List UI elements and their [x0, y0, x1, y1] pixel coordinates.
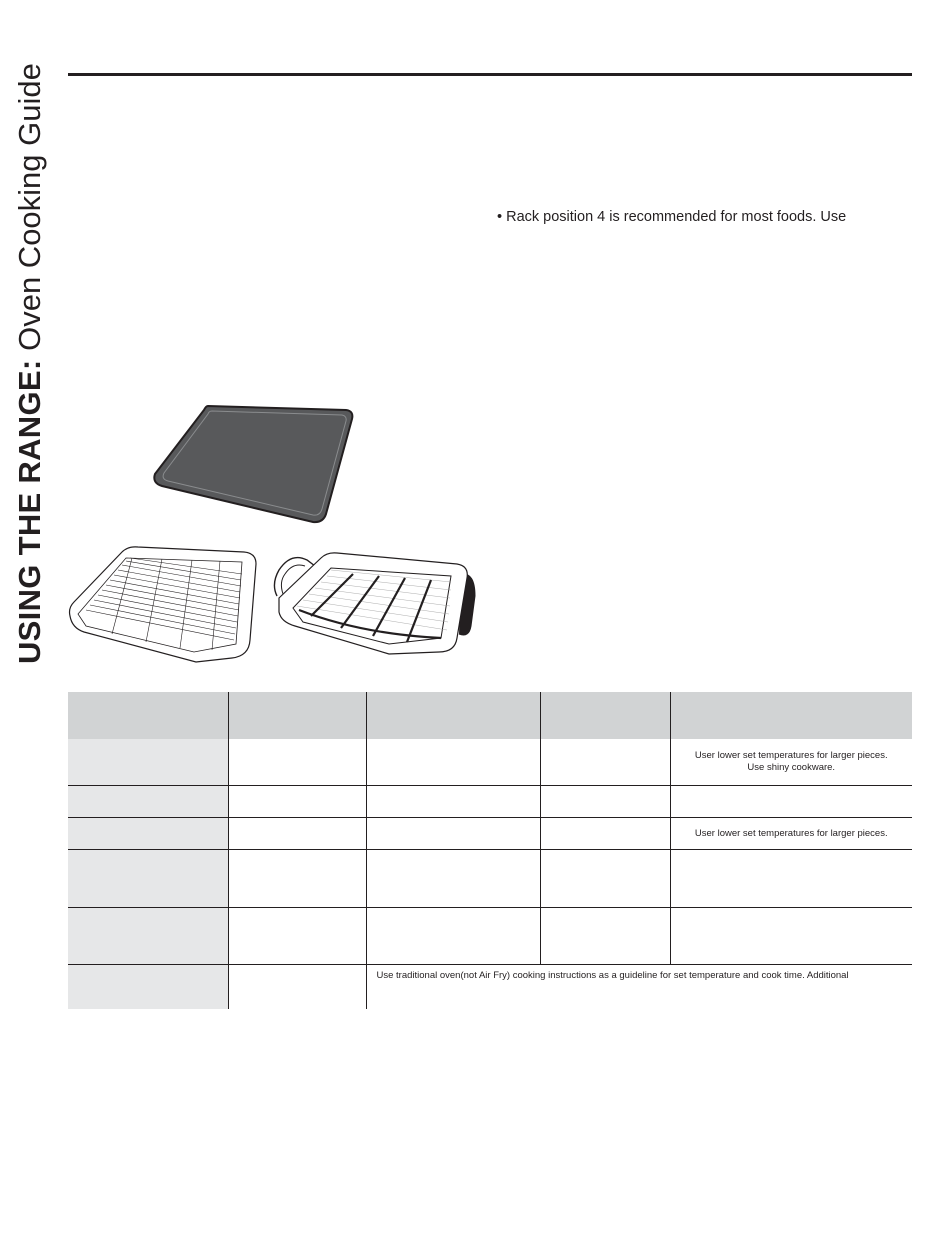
table-cell	[366, 739, 540, 785]
side-title	[14, 63, 45, 664]
table-cell	[366, 817, 540, 849]
table-row	[68, 785, 912, 817]
table-row	[68, 739, 912, 785]
comment-line: Use shiny cookware.	[747, 762, 836, 773]
air-fry-basket-illustration-icon	[271, 546, 479, 658]
side-title-page: Oven Cooking Guide	[12, 63, 47, 360]
comments-cell	[670, 817, 912, 849]
top-rule	[68, 73, 912, 76]
header-cell	[68, 692, 228, 739]
table-cell	[366, 785, 540, 817]
rack-position-note: • Rack position 4 is recommended for most foods. Use	[497, 209, 847, 225]
food-cell	[68, 964, 228, 1009]
table-cell	[366, 907, 540, 964]
table-cell	[540, 849, 670, 907]
comments-cell	[670, 907, 912, 964]
table-row	[68, 817, 912, 849]
table-cell	[540, 785, 670, 817]
cooking-guide-table	[68, 692, 912, 1009]
food-cell	[68, 785, 228, 817]
table-cell	[228, 907, 366, 964]
header-cell	[228, 692, 366, 739]
comments-cell	[670, 785, 912, 817]
table-row	[68, 964, 912, 1009]
side-title-section: USING THE RANGE:	[12, 359, 47, 664]
header-cell	[540, 692, 670, 739]
table-cell	[228, 849, 366, 907]
comments-cell	[366, 964, 912, 1009]
header-cell	[670, 692, 912, 739]
table-cell	[540, 907, 670, 964]
table-header-row	[68, 692, 912, 739]
header-cell	[366, 692, 540, 739]
table-cell	[228, 785, 366, 817]
table-cell	[228, 739, 366, 785]
comment-line: Use traditional oven(not Air Fry) cooking instructions as a guideline for set temperature and cook time. Additional	[376, 969, 849, 981]
comment-line: User lower set temperatures for larger pieces.	[694, 750, 888, 761]
food-cell	[68, 817, 228, 849]
food-cell	[68, 907, 228, 964]
comment-line: User lower set temperatures for larger pieces.	[694, 827, 888, 839]
food-cell	[68, 739, 228, 785]
food-cell	[68, 849, 228, 907]
table-cell	[228, 964, 366, 1009]
table-cell	[366, 849, 540, 907]
comments-cell	[670, 849, 912, 907]
table-row	[68, 849, 912, 907]
table-cell	[540, 817, 670, 849]
table-cell	[228, 817, 366, 849]
table-row	[68, 907, 912, 964]
baking-pan-illustration-icon	[150, 402, 356, 526]
comments-cell	[670, 739, 912, 785]
table-cell	[540, 739, 670, 785]
wire-rack-pan-illustration-icon	[66, 544, 262, 664]
